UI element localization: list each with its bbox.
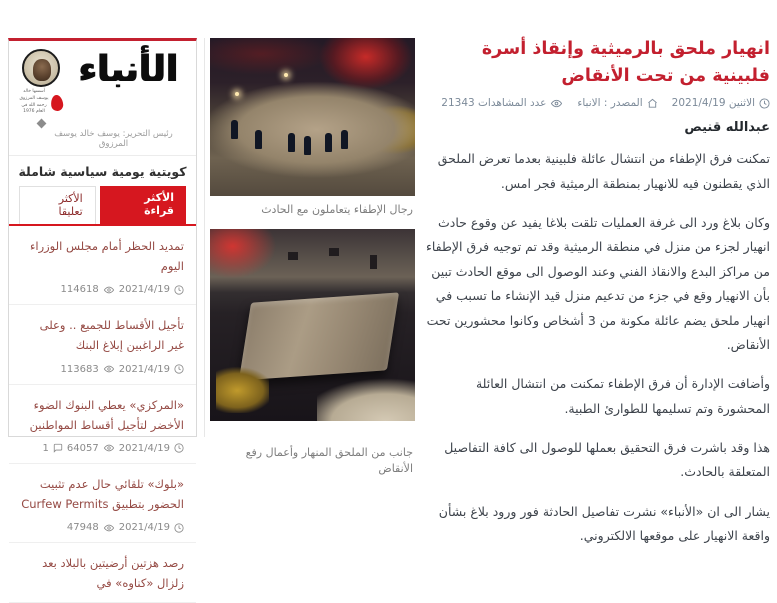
newspaper-masthead[interactable]: [9, 41, 196, 127]
meta-source: المصدر : الانباء: [577, 97, 643, 110]
article-title: انهيار ملحق بالرميثية وإنقاذ أسرة فلبينية من تحت الأنقاض: [481, 39, 770, 87]
clock-icon: [174, 443, 184, 453]
list-item-link[interactable]: رصد هزتين أرضيتين بالبلاد بعد زلزال «كناوه» في: [42, 556, 184, 591]
list-item-link[interactable]: تأجيل الأقساط للجميع .. وعلى غير الراغبين إبلاغ البنك: [39, 318, 184, 353]
eye-icon: [103, 364, 115, 374]
item-comments: 1: [42, 442, 49, 454]
list-item: [9, 226, 196, 305]
column-divider: [204, 38, 205, 437]
tab-most-read[interactable]: الأكثر قراءة: [100, 186, 186, 224]
item-date: 2021/4/19: [118, 442, 170, 454]
incident-night-photo: [210, 38, 415, 196]
building-window: [288, 252, 298, 260]
list-item-stats: [21, 443, 184, 454]
list-item: [9, 464, 196, 543]
flame-icon: [50, 94, 64, 111]
clock-icon: [174, 364, 184, 374]
item-date: 2021/4/19: [118, 284, 170, 296]
meta-views: عدد المشاهدات 21343: [441, 97, 547, 110]
article-paragraph: يشار الى ان «الأنباء» نشرت تفاصيل الحادثة فور ورود بلاغ بشأن واقعة الانهيار على موقعها الالكتروني.: [438, 503, 770, 544]
founder-note: أسسها خالد يوسف المرزوق رحمه الله في العام 1976: [19, 89, 49, 115]
item-views: 113683: [60, 363, 99, 375]
firefighter-figure: [325, 133, 332, 152]
bulldozer: [216, 363, 269, 413]
list-item: [9, 543, 196, 603]
meta-views-group: [441, 97, 563, 109]
item-views: 64057: [66, 442, 99, 454]
list-item-link[interactable]: «بلوك» تلقائي حال عدم تثبيت الحضور بتطبيق Curfew Permits: [21, 476, 184, 511]
list-item-stats: [21, 522, 184, 533]
article-author: عبدالله قنيص: [684, 120, 770, 136]
article-body: [425, 147, 770, 548]
list-item-stats: [21, 284, 184, 295]
photo-caption: رجال الإطفاء يتعاملون مع الحادث: [261, 203, 413, 216]
newspaper-tagline: كويتية يومية سياسية شاملة: [9, 155, 196, 186]
firefighter-figure: [255, 130, 262, 149]
masthead-badge-column: [15, 47, 67, 127]
streetlight-glow: [235, 92, 239, 96]
home-icon: [647, 98, 658, 109]
firefighter-figure: [288, 133, 295, 152]
collapsed-annex-photo: [210, 229, 415, 421]
meta-date-group: [672, 97, 770, 109]
tab-most-commented[interactable]: الأكثر تعليقا: [19, 186, 96, 224]
streetlight-glow: [284, 73, 288, 77]
article-paragraph: تمكنت فرق الإطفاء من انتشال عائلة فلبينية بعدما تعرض الملحق الذي يقطنون فيه للانهيار بمنطقة الرميثية فجر امس.: [437, 151, 770, 191]
list-item: [9, 385, 196, 464]
editor-in-chief-line: رئيس التحرير: يوسف خالد يوسف المرزوق: [54, 129, 173, 149]
item-date: 2021/4/19: [118, 363, 170, 375]
photo-caption: جانب من الملحق المنهار وأعمال رفع الأنقاض: [245, 445, 413, 475]
item-views: 114618: [60, 284, 99, 296]
item-views: 47948: [66, 522, 99, 533]
newspaper-logo[interactable]: الأنباء: [78, 49, 179, 90]
founder-portrait: [22, 49, 60, 87]
clock-icon: [174, 523, 184, 533]
article-main: [425, 36, 770, 564]
article-paragraph: هذا وقد باشرت فرق التحقيق بعملها للوصول الى كافة التفاصيل المتعلقة بالحادث.: [444, 440, 770, 480]
article-photos-column: [210, 38, 415, 487]
eye-icon: [103, 523, 115, 533]
comment-icon: [53, 443, 63, 453]
eye-icon: [103, 285, 115, 295]
building-window: [370, 255, 377, 269]
list-item-link[interactable]: تمديد الحظر أمام مجلس الوزراء اليوم: [29, 239, 184, 274]
eye-icon: [103, 443, 115, 453]
most-read-list: [9, 226, 196, 603]
rubble-pile: [317, 363, 415, 421]
firefighter-figure: [231, 120, 238, 139]
article-paragraph: وأضافت الإدارة أن فرق الإطفاء تمكنت من انتشال العائلة المحشورة وتم تسليمها للطوارئ الطبية.: [475, 376, 770, 416]
article-meta: [425, 97, 770, 109]
firefighter-figure: [341, 130, 348, 149]
list-item-stats: [21, 364, 184, 375]
clock-icon: [174, 285, 184, 295]
firefighter-figure: [304, 136, 311, 155]
list-item-link[interactable]: «المركزي» يعطي البنوك الضوء الأخضر لتأجيل أقساط المواطنين: [29, 397, 184, 432]
list-item: [9, 305, 196, 384]
building-window: [329, 248, 339, 256]
most-read-sidebar: [8, 38, 197, 591]
article-paragraph: وكان بلاغ ورد الى غرفة العمليات تلقت بلاغا يفيد عن وقوع حادث انهيار لجزء من منزل في منطقة الرميثية وقد تم توجيه فرق الإطفاء من مراكز البدع والانقاذ الفني وعند الوصول الى موقع الحادث تبين بأن الانهيار وقع في جزء من تدعيم منزل قيد الإنشاء ما تسبب في انهيار ملحق يضم عائلة مكونة من 3 أشخاص وكانوا محشورين تحت الأنقاض.: [425, 215, 770, 352]
eye-icon: [550, 98, 563, 109]
meta-date: الاثنين 2021/4/19: [671, 97, 755, 110]
item-date: 2021/4/19: [118, 522, 170, 533]
clock-icon: [759, 98, 770, 109]
sidebar-tabs: [9, 186, 196, 226]
pen-nib-icon: [36, 119, 46, 129]
meta-source-group: [577, 97, 657, 109]
